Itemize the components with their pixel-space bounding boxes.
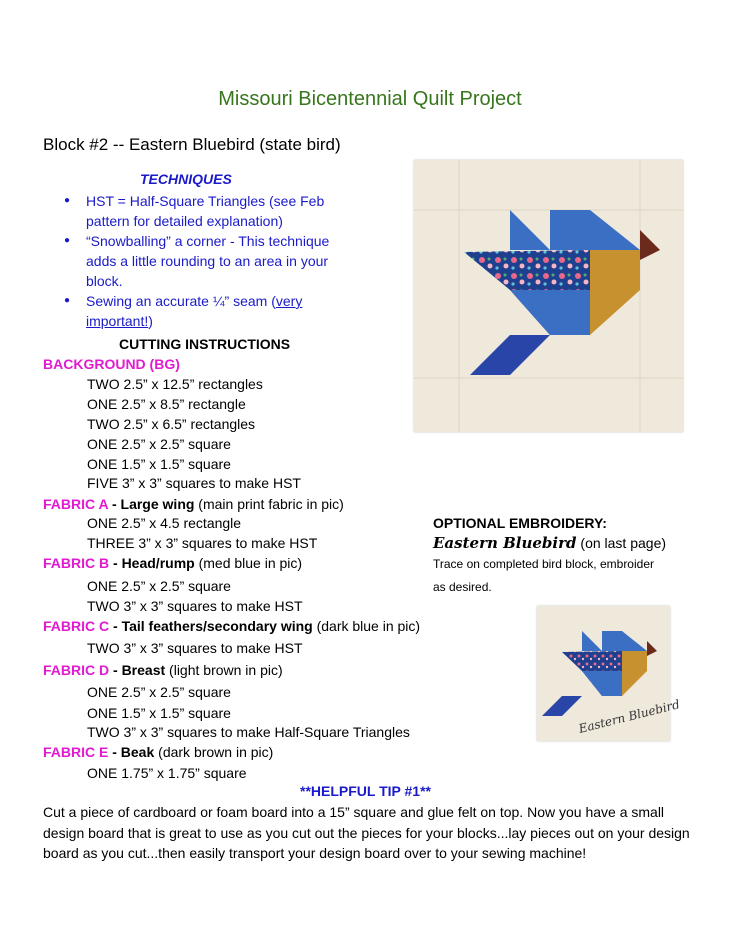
cut-item: ONE 1.5” x 1.5” square — [87, 705, 231, 721]
cut-item: ONE 2.5” x 2.5” square — [87, 436, 231, 452]
embroidered-block-photo — [537, 606, 682, 741]
background-label: BACKGROUND (BG) — [43, 356, 180, 372]
bluebird-small-illustration — [537, 606, 682, 741]
embroidery-script-photo: Eastern Bluebird — [577, 697, 682, 736]
fabric-a-heading: FABRIC A - Large wing (main print fabric in pic) — [43, 496, 344, 512]
embroidery-heading: OPTIONAL EMBROIDERY: — [433, 515, 607, 531]
techniques-heading: TECHNIQUES — [140, 171, 232, 187]
quilt-block-photo — [414, 160, 683, 432]
block-title: Block #2 -- Eastern Bluebird (state bird) — [43, 135, 341, 154]
embroidery-script: Eastern Bluebird — [433, 534, 577, 552]
seam-link[interactable]: very important! — [86, 293, 303, 329]
technique-item: ● Sewing an accurate ¼” seam (very important!) — [60, 291, 360, 331]
embroidery-note: as desired. — [433, 580, 492, 594]
cut-item: ONE 2.5” x 4.5 rectangle — [87, 515, 242, 531]
fabric-c-heading: FABRIC C - Tail feathers/secondary wing (dark blue in pic) — [43, 618, 421, 634]
tip-text: Cut a piece of cardboard or foam board into a 15” square and glue felt on top. Now you have a small design board that is great to use as you cut out the pieces for your blocks...lay pieces out on your design board as you cut...then easily transport your design board over to your sewing machine! — [43, 804, 690, 861]
cut-item: TWO 3” x 3” squares to make HST — [87, 598, 303, 614]
tip-heading: **HELPFUL TIP #1** — [300, 783, 431, 799]
fabric-d-heading: FABRIC D - Breast (light brown in pic) — [43, 662, 283, 678]
cut-item: THREE 3” x 3” squares to make HST — [87, 535, 318, 551]
cut-item: ONE 2.5” x 2.5” square — [87, 684, 231, 700]
embroidery-line: Eastern Bluebird (on last page) — [433, 534, 667, 552]
cut-item: TWO 2.5” x 6.5” rectangles — [87, 416, 256, 432]
cut-item: ONE 2.5” x 2.5” square — [87, 578, 231, 594]
cut-item: ONE 1.75” x 1.75” square — [87, 765, 247, 781]
fabric-e-heading: FABRIC E - Beak (dark brown in pic) — [43, 744, 274, 760]
bluebird-block-illustration — [414, 160, 683, 432]
fabric-b-heading: FABRIC B - Head/rump (med blue in pic) — [43, 555, 303, 571]
technique-item: ● “Snowballing” a corner - This technique adds a little rounding to an area in your block. — [60, 231, 360, 291]
page-title: Missouri Bicentennial Quilt Project — [218, 88, 522, 110]
cut-item: ONE 2.5” x 8.5” rectangle — [87, 396, 246, 412]
cut-item: TWO 3” x 3” squares to make HST — [87, 640, 303, 656]
cutting-heading: CUTTING INSTRUCTIONS — [119, 336, 291, 352]
cut-item: TWO 2.5” x 12.5” rectangles — [87, 376, 263, 392]
cut-item: ONE 1.5” x 1.5” square — [87, 456, 231, 472]
embroidery-note: Trace on completed bird block, embroider — [433, 557, 654, 571]
techniques-list — [60, 191, 360, 331]
cut-item: TWO 3” x 3” squares to make Half-Square Triangles — [87, 724, 410, 740]
cut-item: FIVE 3” x 3” squares to make HST — [87, 475, 301, 491]
technique-item: ● HST = Half-Square Triangles (see Feb pattern for detailed explanation) — [60, 191, 360, 231]
